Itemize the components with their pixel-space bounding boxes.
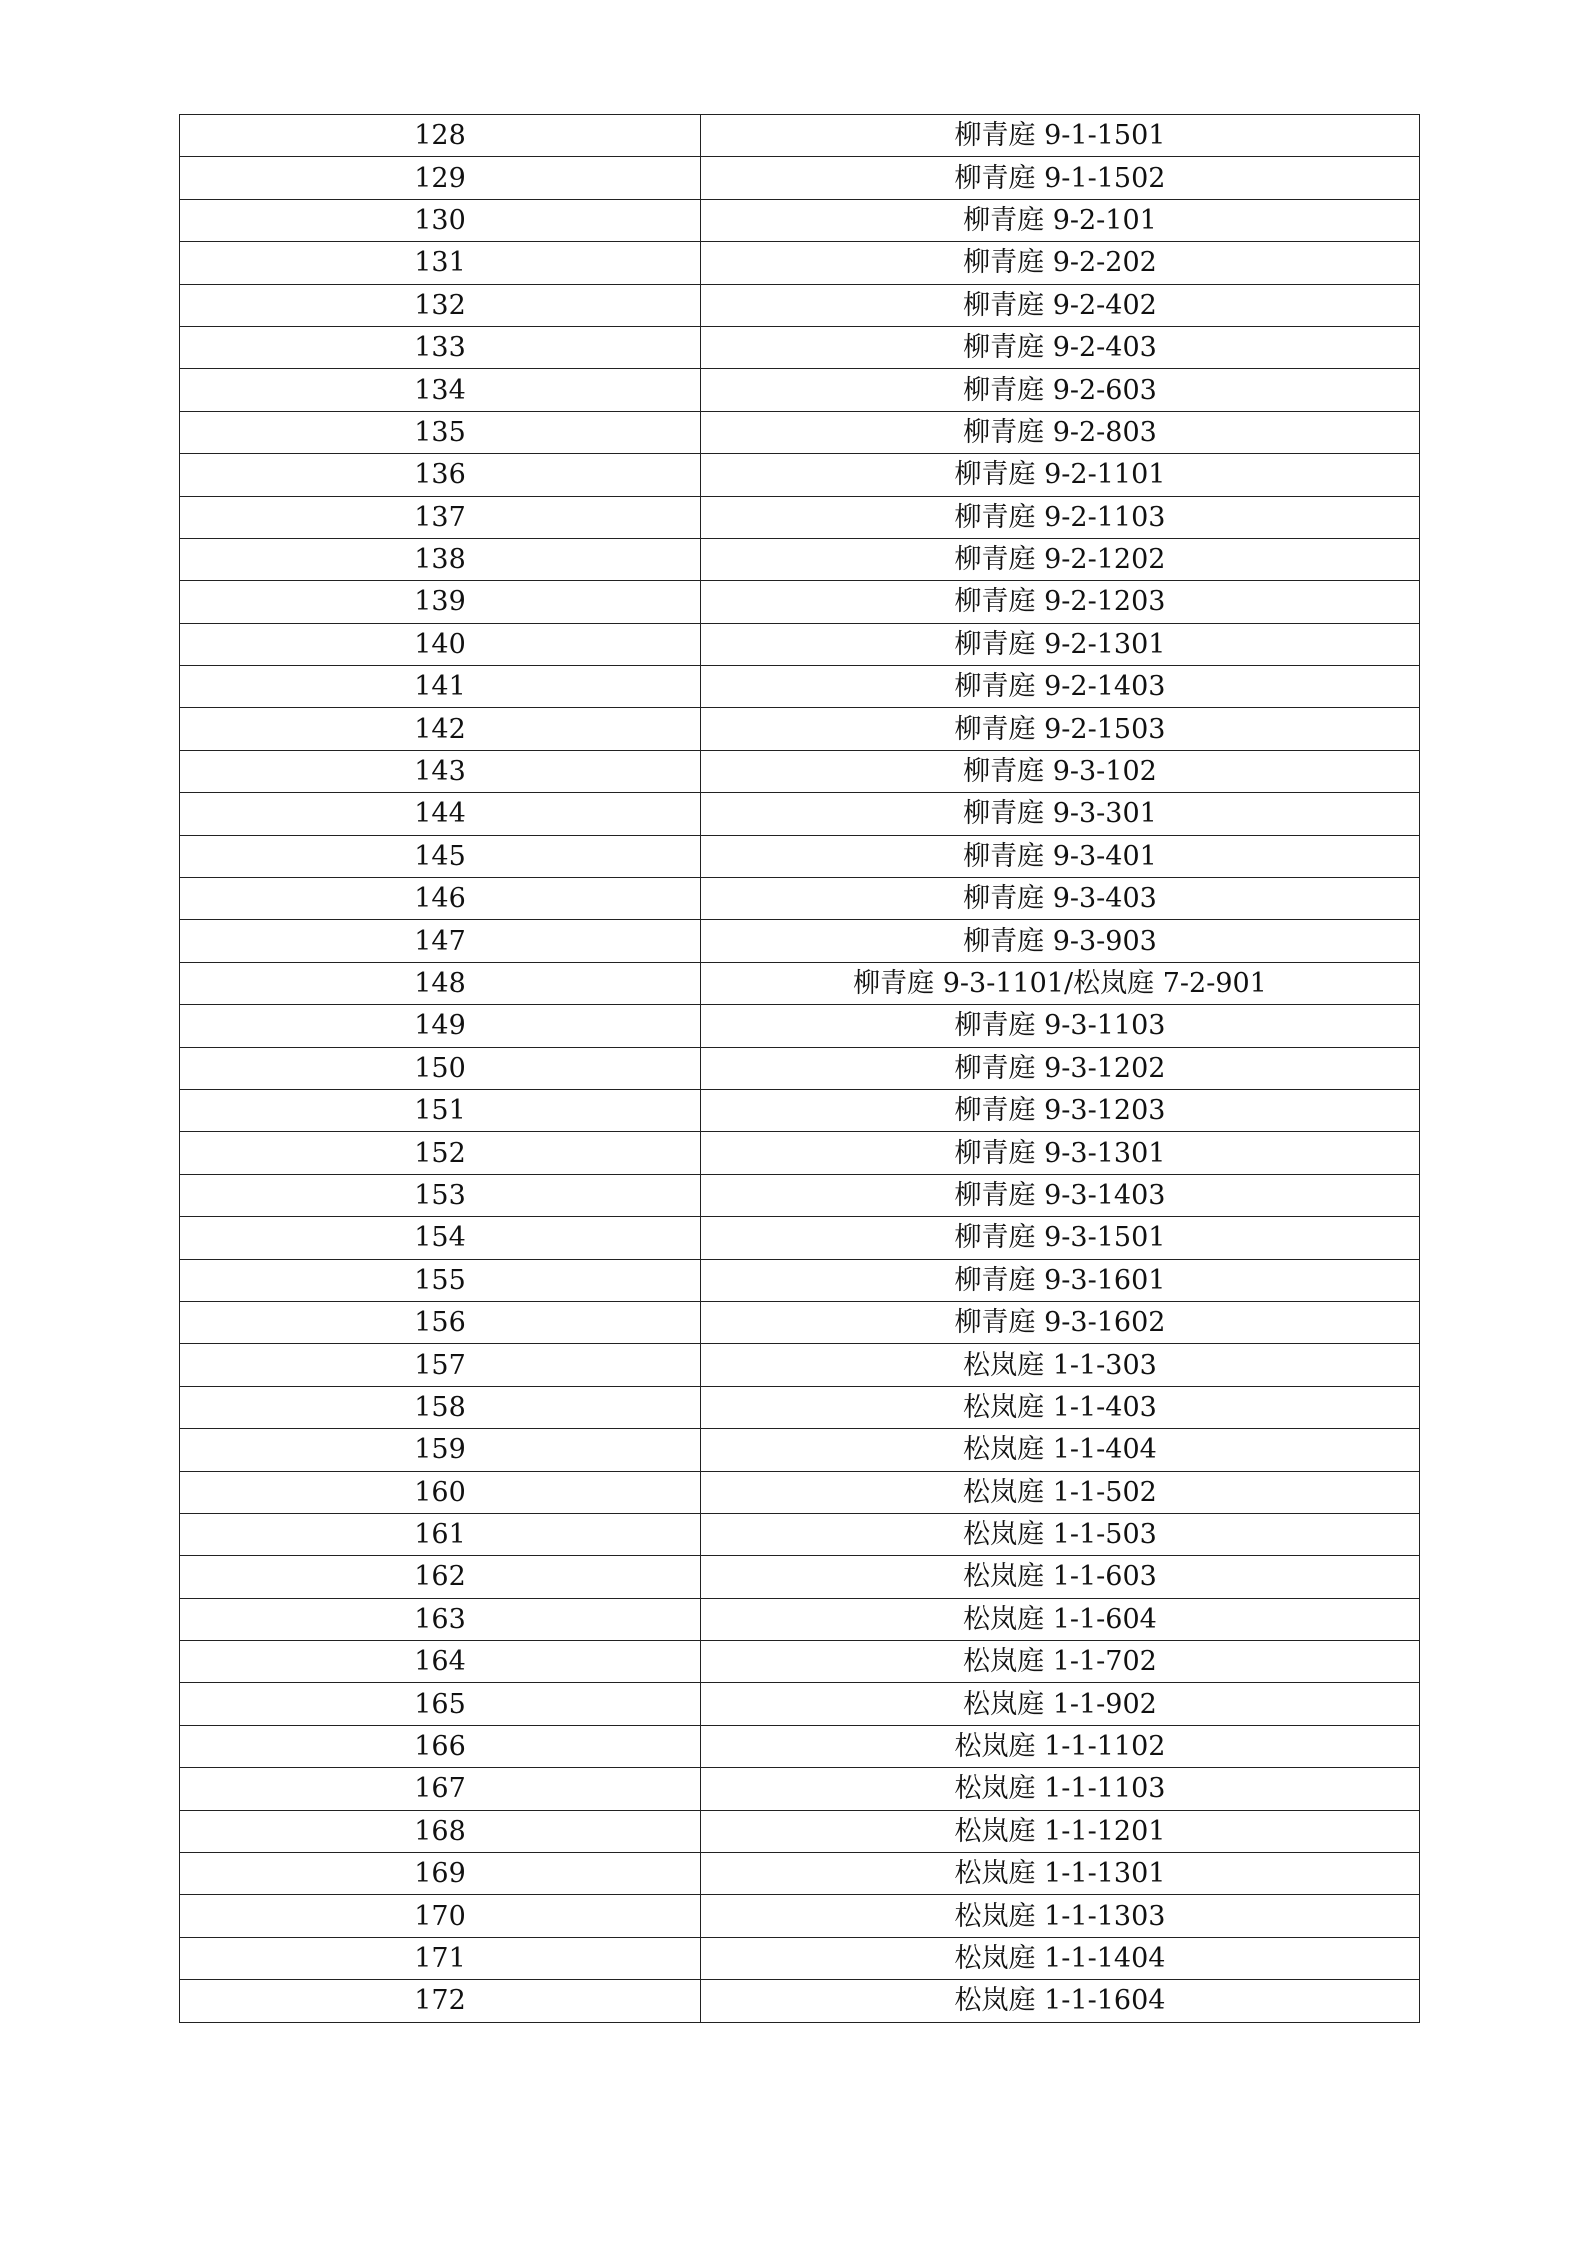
address-cell: 柳青庭 9-2-1301 xyxy=(701,623,1420,665)
table-row xyxy=(180,1768,1420,1810)
table-row xyxy=(180,1853,1420,1895)
row-number-cell: 167 xyxy=(180,1768,701,1810)
address-cell: 松岚庭 1-1-1301 xyxy=(701,1853,1420,1895)
address-cell: 柳青庭 9-2-1503 xyxy=(701,708,1420,750)
row-number-cell: 161 xyxy=(180,1513,701,1555)
table-row xyxy=(180,1598,1420,1640)
table-row xyxy=(180,750,1420,792)
address-cell: 松岚庭 1-1-403 xyxy=(701,1386,1420,1428)
row-number-cell: 133 xyxy=(180,326,701,368)
table-row xyxy=(180,920,1420,962)
address-cell: 柳青庭 9-3-1202 xyxy=(701,1047,1420,1089)
table-row xyxy=(180,1005,1420,1047)
row-number-cell: 164 xyxy=(180,1641,701,1683)
address-cell: 柳青庭 9-2-803 xyxy=(701,411,1420,453)
address-cell: 柳青庭 9-2-1103 xyxy=(701,496,1420,538)
row-number-cell: 132 xyxy=(180,284,701,326)
row-number-cell: 151 xyxy=(180,1089,701,1131)
row-number-cell: 170 xyxy=(180,1895,701,1937)
address-cell: 松岚庭 1-1-303 xyxy=(701,1344,1420,1386)
row-number-cell: 135 xyxy=(180,411,701,453)
address-cell: 松岚庭 1-1-702 xyxy=(701,1641,1420,1683)
row-number-cell: 141 xyxy=(180,666,701,708)
table-row xyxy=(180,1301,1420,1343)
row-number-cell: 157 xyxy=(180,1344,701,1386)
address-cell: 松岚庭 1-1-1103 xyxy=(701,1768,1420,1810)
row-number-cell: 143 xyxy=(180,750,701,792)
row-number-cell: 147 xyxy=(180,920,701,962)
address-cell: 柳青庭 9-3-403 xyxy=(701,878,1420,920)
row-number-cell: 148 xyxy=(180,962,701,1004)
row-number-cell: 130 xyxy=(180,199,701,241)
table-row xyxy=(180,1259,1420,1301)
table-row xyxy=(180,1132,1420,1174)
address-cell: 柳青庭 9-3-301 xyxy=(701,793,1420,835)
table-row xyxy=(180,1513,1420,1555)
table-row xyxy=(180,199,1420,241)
row-number-cell: 158 xyxy=(180,1386,701,1428)
table-row xyxy=(180,1174,1420,1216)
table-row xyxy=(180,284,1420,326)
address-cell: 松岚庭 1-1-1404 xyxy=(701,1937,1420,1979)
table-row xyxy=(180,1047,1420,1089)
address-cell: 柳青庭 9-3-1103 xyxy=(701,1005,1420,1047)
row-number-cell: 156 xyxy=(180,1301,701,1343)
address-cell: 柳青庭 9-3-1501 xyxy=(701,1217,1420,1259)
row-number-cell: 171 xyxy=(180,1937,701,1979)
table-row xyxy=(180,666,1420,708)
row-number-cell: 128 xyxy=(180,115,701,157)
table-row xyxy=(180,157,1420,199)
table-row xyxy=(180,1641,1420,1683)
row-number-cell: 145 xyxy=(180,835,701,877)
row-number-cell: 140 xyxy=(180,623,701,665)
address-cell: 柳青庭 9-2-403 xyxy=(701,326,1420,368)
row-number-cell: 169 xyxy=(180,1853,701,1895)
address-cell: 柳青庭 9-3-903 xyxy=(701,920,1420,962)
address-table xyxy=(179,114,1420,2023)
row-number-cell: 160 xyxy=(180,1471,701,1513)
table-row xyxy=(180,793,1420,835)
row-number-cell: 146 xyxy=(180,878,701,920)
address-cell: 松岚庭 1-1-502 xyxy=(701,1471,1420,1513)
row-number-cell: 162 xyxy=(180,1556,701,1598)
table-row xyxy=(180,878,1420,920)
address-cell: 柳青庭 9-3-401 xyxy=(701,835,1420,877)
address-cell: 柳青庭 9-3-1403 xyxy=(701,1174,1420,1216)
address-cell: 柳青庭 9-2-402 xyxy=(701,284,1420,326)
table-row xyxy=(180,1471,1420,1513)
row-number-cell: 134 xyxy=(180,369,701,411)
address-cell: 松岚庭 1-1-503 xyxy=(701,1513,1420,1555)
row-number-cell: 159 xyxy=(180,1429,701,1471)
address-cell: 松岚庭 1-1-1303 xyxy=(701,1895,1420,1937)
table-row xyxy=(180,1217,1420,1259)
table-row xyxy=(180,1725,1420,1767)
table-row xyxy=(180,411,1420,453)
address-cell: 松岚庭 1-1-404 xyxy=(701,1429,1420,1471)
table-row xyxy=(180,115,1420,157)
address-cell: 松岚庭 1-1-1102 xyxy=(701,1725,1420,1767)
row-number-cell: 138 xyxy=(180,538,701,580)
address-cell: 柳青庭 9-2-1203 xyxy=(701,581,1420,623)
row-number-cell: 131 xyxy=(180,242,701,284)
row-number-cell: 142 xyxy=(180,708,701,750)
address-cell: 柳青庭 9-2-1403 xyxy=(701,666,1420,708)
address-cell: 松岚庭 1-1-603 xyxy=(701,1556,1420,1598)
table-row xyxy=(180,1810,1420,1852)
row-number-cell: 168 xyxy=(180,1810,701,1852)
table-row xyxy=(180,454,1420,496)
table-row xyxy=(180,326,1420,368)
row-number-cell: 129 xyxy=(180,157,701,199)
table-row xyxy=(180,1089,1420,1131)
row-number-cell: 153 xyxy=(180,1174,701,1216)
row-number-cell: 163 xyxy=(180,1598,701,1640)
table-row xyxy=(180,1556,1420,1598)
row-number-cell: 144 xyxy=(180,793,701,835)
table-row xyxy=(180,835,1420,877)
row-number-cell: 166 xyxy=(180,1725,701,1767)
row-number-cell: 150 xyxy=(180,1047,701,1089)
address-cell: 松岚庭 1-1-1604 xyxy=(701,1980,1420,2022)
address-cell: 柳青庭 9-1-1501 xyxy=(701,115,1420,157)
row-number-cell: 172 xyxy=(180,1980,701,2022)
address-cell: 柳青庭 9-3-1602 xyxy=(701,1301,1420,1343)
table-row xyxy=(180,369,1420,411)
address-cell: 柳青庭 9-3-1203 xyxy=(701,1089,1420,1131)
table-row xyxy=(180,1344,1420,1386)
row-number-cell: 137 xyxy=(180,496,701,538)
table-row xyxy=(180,1937,1420,1979)
table-row xyxy=(180,1429,1420,1471)
address-cell: 柳青庭 9-2-603 xyxy=(701,369,1420,411)
row-number-cell: 154 xyxy=(180,1217,701,1259)
address-cell: 柳青庭 9-3-1101/松岚庭 7-2-901 xyxy=(701,962,1420,1004)
address-cell: 松岚庭 1-1-902 xyxy=(701,1683,1420,1725)
table-row xyxy=(180,496,1420,538)
address-cell: 柳青庭 9-2-101 xyxy=(701,199,1420,241)
table-row xyxy=(180,581,1420,623)
row-number-cell: 139 xyxy=(180,581,701,623)
address-cell: 柳青庭 9-3-1301 xyxy=(701,1132,1420,1174)
address-cell: 柳青庭 9-2-202 xyxy=(701,242,1420,284)
address-cell: 柳青庭 9-2-1202 xyxy=(701,538,1420,580)
table-row xyxy=(180,962,1420,1004)
address-table-body xyxy=(180,115,1420,2023)
table-row xyxy=(180,1980,1420,2022)
table-row xyxy=(180,1386,1420,1428)
address-cell: 柳青庭 9-3-1601 xyxy=(701,1259,1420,1301)
address-cell: 柳青庭 9-3-102 xyxy=(701,750,1420,792)
table-row xyxy=(180,1895,1420,1937)
address-cell: 柳青庭 9-1-1502 xyxy=(701,157,1420,199)
table-row xyxy=(180,538,1420,580)
table-row xyxy=(180,708,1420,750)
address-cell: 松岚庭 1-1-604 xyxy=(701,1598,1420,1640)
address-cell: 松岚庭 1-1-1201 xyxy=(701,1810,1420,1852)
row-number-cell: 152 xyxy=(180,1132,701,1174)
row-number-cell: 165 xyxy=(180,1683,701,1725)
table-row xyxy=(180,623,1420,665)
row-number-cell: 155 xyxy=(180,1259,701,1301)
table-row xyxy=(180,242,1420,284)
row-number-cell: 149 xyxy=(180,1005,701,1047)
row-number-cell: 136 xyxy=(180,454,701,496)
address-cell: 柳青庭 9-2-1101 xyxy=(701,454,1420,496)
table-row xyxy=(180,1683,1420,1725)
